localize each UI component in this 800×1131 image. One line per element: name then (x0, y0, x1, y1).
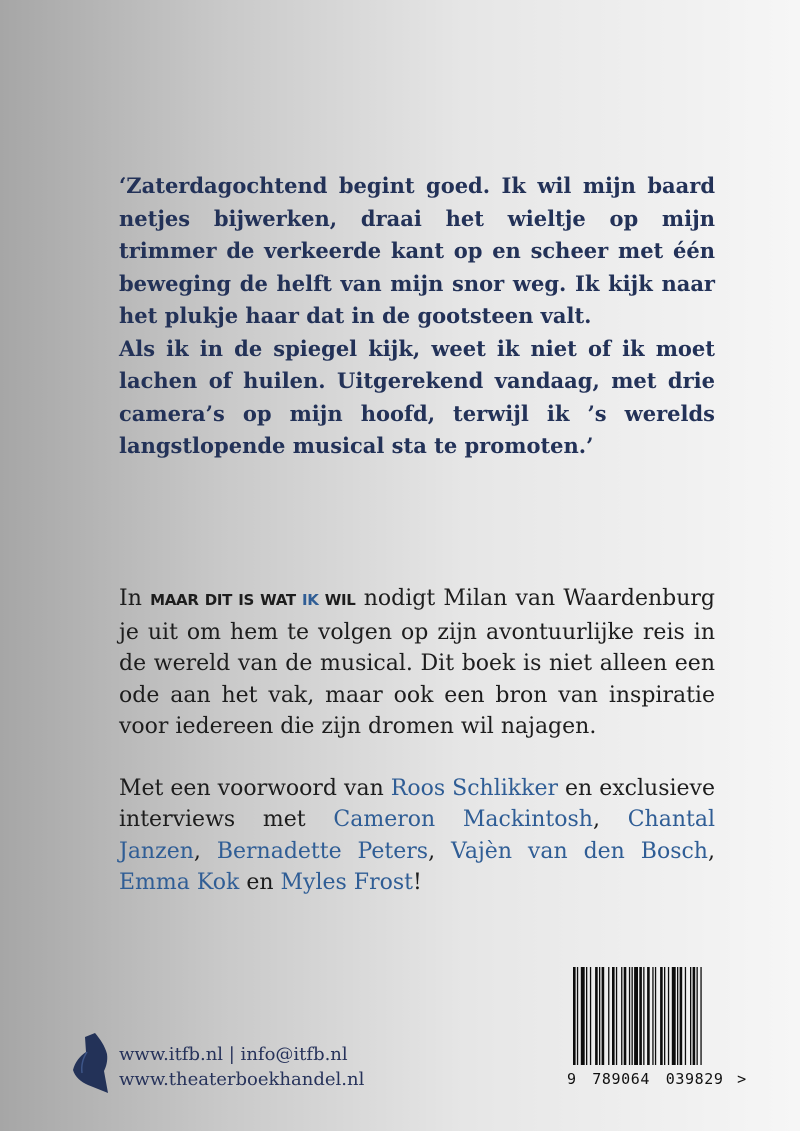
foreword-author: Roos Schlikker (390, 775, 558, 801)
barcode-bar (599, 967, 600, 1065)
barcode-bar (693, 967, 696, 1065)
barcode-bar (629, 967, 630, 1065)
barcode-bar (634, 967, 638, 1065)
publisher-links (119, 1042, 364, 1092)
barcode-bar (595, 967, 598, 1065)
barcode-bar (573, 967, 576, 1065)
barcode-bar (680, 967, 683, 1065)
foreword-prefix: Met een voorwoord van (119, 775, 384, 801)
barcode-bar (697, 967, 698, 1065)
isbn-number (567, 1070, 767, 1088)
blurb-intro (119, 583, 715, 743)
barcode-bar (577, 967, 578, 1065)
back-cover-quote (119, 170, 715, 463)
interviewee-name: Emma Kok (119, 870, 240, 895)
barcode-bar (612, 967, 615, 1065)
publisher-logo-icon (72, 1033, 110, 1095)
interviewee-name: Chantal Janzen (119, 807, 715, 864)
barcode-bar (608, 967, 609, 1065)
book-title-part1: MAAR DIT IS WAT (150, 591, 296, 609)
interviewee-name-last: Myles Frost (280, 870, 413, 895)
blurb-contributors: Met een voorwoord van Roos Schlikker en exclusieve interviews met Cameron Mackintosh, Chantal Janzen, Bernadette Peters, Vajèn van den Bosch, Emma Kok en Myles Frost! (119, 775, 715, 895)
isbn-barcode (567, 967, 735, 1065)
book-blurb (119, 583, 715, 929)
blurb-intro-text: nodigt Milan van Waardenburg je uit om hem te volgen op zijn avontuurlijke reis in de wereld van de musical. Dit boek is niet alleen een ode aan het vak, maar ook een bron van inspiratie voor iedereen die zijn dromen wil najagen. (119, 586, 715, 739)
interviewee-name: Bernadette Peters (216, 838, 429, 864)
barcode-bar (700, 967, 701, 1065)
barcode-bar (602, 967, 605, 1065)
barcode-bar (655, 967, 656, 1065)
interviews-prefix: en exclusieve interviews met (119, 775, 715, 832)
barcode-bar (647, 967, 650, 1065)
barcode-bar (621, 967, 622, 1065)
isbn-first-digit: 9 (567, 1070, 577, 1088)
book-title-part2: WIL (324, 591, 356, 609)
book-title-highlight: IK (301, 591, 319, 609)
isbn-end-mark: > (737, 1070, 747, 1088)
book-title-mark (150, 591, 355, 609)
footer-web-email[interactable]: www.itfb.nl | info@itfb.nl (119, 1044, 348, 1065)
barcode-bar (581, 967, 585, 1065)
interviewee-name: Vajèn van den Bosch (451, 838, 708, 864)
quote-paragraph-1: ‘Zaterdagochtend begint goed. Ik wil mijn baard netjes bijwerken, draai het wieltje op mijn trimmer de verkeerde kant op en scheer met één beweging de helft van mijn snor weg. Ik kijk naar het plukje haar dat in de gootsteen valt. (119, 173, 715, 328)
closing-mark: ! (412, 870, 422, 895)
barcode-bar (660, 967, 663, 1065)
barcode-bar (643, 967, 644, 1065)
barcode-bar (586, 967, 587, 1065)
barcode-bar (639, 967, 642, 1065)
interviewee-name: Cameron Mackintosh (333, 807, 593, 832)
barcode-bar (624, 967, 627, 1065)
and-word: en (246, 870, 274, 895)
barcode-bar (690, 967, 691, 1065)
footer-bookstore-url[interactable]: www.theaterboekhandel.nl (119, 1069, 365, 1090)
barcode-bar (668, 967, 669, 1065)
barcode-bar (664, 967, 665, 1065)
barcode-bar (672, 967, 676, 1065)
quote-paragraph-2: Als ik in de spiegel kijk, weet ik niet of ik moet lachen of huilen. Uitgerekend vandaag, met drie camera’s op mijn hoofd, terwijl ik ’s werelds langstlopende musical sta te promoten.’ (119, 335, 715, 458)
isbn-group-2: 039829 (665, 1070, 724, 1088)
barcode-bar (590, 967, 591, 1065)
barcode-bar (632, 967, 633, 1065)
isbn-group-1: 789064 (592, 1070, 651, 1088)
barcode-bar (616, 967, 617, 1065)
barcode-bar (677, 967, 678, 1065)
barcode-bar (685, 967, 686, 1065)
blurb-intro-prefix: In (119, 586, 142, 611)
barcode-bar (652, 967, 653, 1065)
